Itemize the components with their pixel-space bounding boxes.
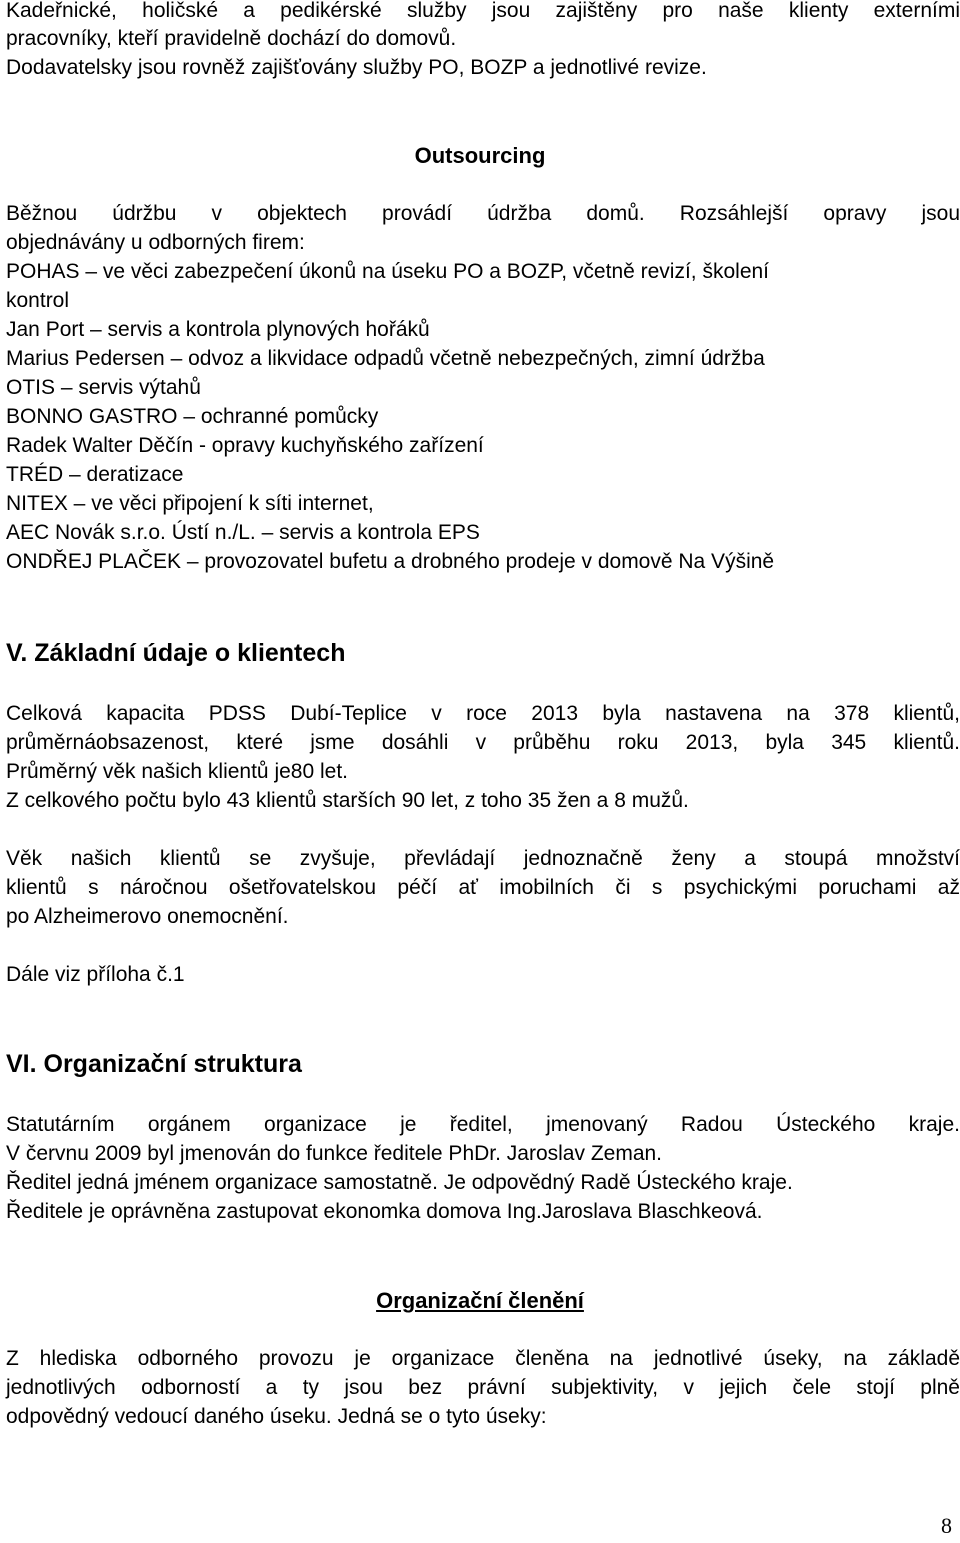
supplier-item: BONNO GASTRO – ochranné pomůcky bbox=[6, 405, 379, 428]
section-5-heading: V. Základní údaje o klientech bbox=[6, 639, 346, 667]
structure-paragraph-line-3: Ředitel jedná jménem organizace samostatně. Je odpovědný Radě Ústeckého kraje. bbox=[6, 1171, 793, 1194]
structure-paragraph-line-1: Statutárním orgánem organizace je ředitel, jmenovaný Radou Ústeckého kraje. bbox=[6, 1113, 960, 1136]
clients-paragraph-line-1: Celková kapacita PDSS Dubí-Teplice v roce 2013 byla nastavena na 378 klientů, bbox=[6, 702, 960, 725]
division-paragraph-line-2: jednotlivých odborností a ty jsou bez právní subjektivity, v jejich čele stojí plně bbox=[6, 1376, 960, 1399]
supplier-item: Jan Port – servis a kontrola plynových hořáků bbox=[6, 318, 430, 341]
division-paragraph-line-3: odpovědný vedoucí daného úseku. Jedná se o tyto úseky: bbox=[6, 1405, 547, 1428]
supplier-item: POHAS – ve věci zabezpečení úkonů na úseku PO a BOZP, včetně revizí, školení bbox=[6, 260, 770, 283]
page-number: 8 bbox=[941, 1513, 952, 1538]
organization-division-heading: Organizační členění bbox=[376, 1288, 584, 1313]
clients-paragraph-line-2: průměrnáobsazenost, které jsme dosáhli v průběhu roku 2013, byla 345 klientů. bbox=[6, 731, 960, 754]
intro-line-2: pracovníky, kteří pravidelně dochází do domovů. bbox=[6, 27, 457, 50]
intro-line-1: Kadeřnické, holičské a pedikérské služby jsou zajištěny pro naše klienty externími bbox=[6, 0, 960, 22]
clients-age-line-3: po Alzheimerovo onemocnění. bbox=[6, 905, 289, 928]
structure-paragraph-line-2: V červnu 2009 byl jmenován do funkce ředitele PhDr. Jaroslav Zeman. bbox=[6, 1142, 663, 1165]
outsourcing-paragraph-line-2: objednávány u odborných firem: bbox=[6, 231, 305, 254]
attachment-reference: Dále viz příloha č.1 bbox=[6, 963, 185, 986]
supplier-item: Radek Walter Děčín - opravy kuchyňského zařízení bbox=[6, 434, 484, 457]
clients-paragraph-line-3: Průměrný věk našich klientů je80 let. bbox=[6, 760, 348, 783]
intro-line-3: Dodavatelsky jsou rovněž zajišťovány služby PO, BOZP a jednotlivé revize. bbox=[6, 56, 707, 79]
supplier-item: OTIS – servis výtahů bbox=[6, 376, 201, 399]
supplier-item: ONDŘEJ PLAČEK – provozovatel bufetu a drobného prodeje v domově Na Výšině bbox=[6, 550, 775, 573]
clients-age-line-2: klientů s náročnou ošetřovatelskou péčí ať imobilních či s psychickými poruchami až bbox=[6, 876, 960, 899]
division-paragraph-line-1: Z hlediska odborného provozu je organizace členěna na jednotlivé úseky, na základě bbox=[6, 1347, 960, 1370]
clients-age-line-1: Věk našich klientů se zvyšuje, převládají jednoznačně ženy a stoupá množství bbox=[6, 847, 960, 870]
supplier-item: TRÉD – deratizace bbox=[6, 463, 184, 486]
clients-paragraph-line-4: Z celkového počtu bylo 43 klientů starších 90 let, z toho 35 žen a 8 mužů. bbox=[6, 789, 689, 812]
outsourcing-paragraph-line-1: Běžnou údržbu v objektech provádí údržba domů. Rozsáhlejší opravy jsou bbox=[6, 202, 960, 225]
section-6-heading: VI. Organizační struktura bbox=[6, 1050, 302, 1078]
supplier-item: AEC Novák s.r.o. Ústí n./L. – servis a kontrola EPS bbox=[6, 521, 480, 544]
structure-paragraph-line-4: Ředitele je oprávněna zastupovat ekonomka domova Ing.Jaroslava Blaschkeová. bbox=[6, 1200, 763, 1223]
supplier-item: NITEX – ve věci připojení k síti internet, bbox=[6, 492, 374, 515]
supplier-item: kontrol bbox=[6, 289, 70, 312]
outsourcing-heading: Outsourcing bbox=[414, 143, 546, 168]
supplier-item: Marius Pedersen – odvoz a likvidace odpadů včetně nebezpečných, zimní údržba bbox=[6, 347, 765, 370]
